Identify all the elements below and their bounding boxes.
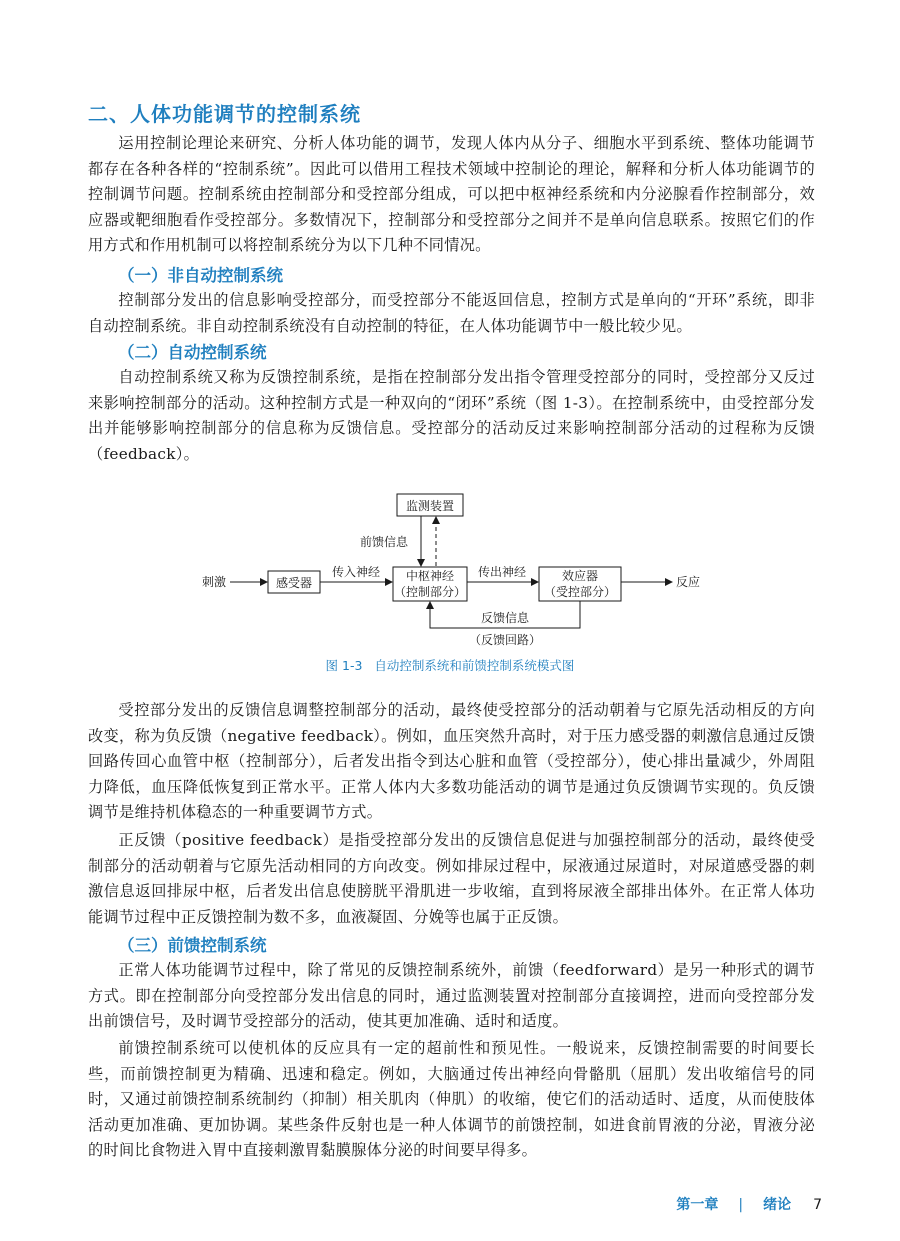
response-label: 反应 <box>676 575 701 589</box>
paragraph-non-automatic: 控制部分发出的信息影响受控部分，而受控部分不能返回信息，控制方式是单向的“开环”系统，即非自动控制系统。非自动控制系统没有自动控制的特征，在人体功能调节中一般比较少见。 <box>88 291 815 335</box>
intro-paragraph: 运用控制论理论来研究、分析人体功能的调节，发现人体内从分子、细胞水平到系统、整体功能调节都存在各种各样的“控制系统”。因此可以借用工程技术领域中控制论的理论，解释和分析人体功能调节的控制调节问题。控制系统由控制部分和受控部分组成，可以把中枢神经系统和内分泌腺看作控制部分，效应器或靶细胞看作受控部分。多数情况下，控制部分和受控部分之间并不是单向信息联系。按照它们的作用方式和作用机制可以将控制系统分为以下几种不同情况。 <box>88 134 815 254</box>
feedback-info-label: 反馈信息 <box>480 611 530 625</box>
figure-label: 图 1-3 <box>325 658 363 673</box>
control-system-diagram <box>190 488 720 653</box>
subsection-title-automatic: （二）自动控制系统 <box>118 343 267 362</box>
center-label: 中枢神经 <box>405 569 455 583</box>
page-footer <box>676 1194 822 1214</box>
feedback-loop-label: （反馈回路） <box>468 633 542 647</box>
paragraph-feedforward-2: 前馈控制系统可以使机体的反应具有一定的超前性和预见性。一般说来，反馈控制需要的时间要长些，而前馈控制更为精确、迅速和稳定。例如，大脑通过传出神经向骨骼肌（屈肌）发出收缩信号的同时，又通过前馈控制系统制约（抑制）相关肌肉（伸肌）的收缩，使它们的活动适时、适度，从而使肢体活动更加准确、更加协调。某些条件反射也是一种人体调节的前馈控制，如进食前胃液的分泌，胃液分泌的时间比食物进入胃中直接刺激胃黏膜腺体分泌的时间要早得多。 <box>88 1039 815 1159</box>
figure-caption-text: 自动控制系统和前馈控制系统模式图 <box>374 658 575 673</box>
paragraph-feedforward-1: 正常人体功能调节过程中，除了常见的反馈控制系统外，前馈（feedforward）是另一种形式的调节方式。即在控制部分向受控部分发出信息的同时，通过监测装置对控制部分直接调控，进而向受控部分发出前馈信号，及时调节受控部分的活动，使其更加准确、适时和适度。 <box>88 961 815 1030</box>
subsection-title-non-automatic: （一）非自动控制系统 <box>118 266 283 285</box>
footer-title: 绪论 <box>763 1197 792 1213</box>
effector-sublabel: （受控部分） <box>543 585 617 599</box>
paragraph-positive-feedback: 正反馈（positive feedback）是指受控部分发出的反馈信息促进与加强控制部分的活动，最终使受制部分的活动朝着与它原先活动相同的方向改变。例如排尿过程中，尿液通过尿道时，对尿道感受器的刺激信息返回排尿中枢，后者发出信息使膀胱平滑肌进一步收缩，直到将尿液全部排出体外。在正常人体功能调节过程中正反馈控制为数不多，血液凝固、分娩等也属于正反馈。 <box>88 831 815 926</box>
paragraph-automatic: 自动控制系统又称为反馈控制系统，是指在控制部分发出指令管理受控部分的同时，受控部分又反过来影响控制部分的活动。这种控制方式是一种双向的“闭环”系统（图 1-3）。在控制系统中，由受控部分发出并能够影响控制部分的信息称为反馈信息。受控部分的活动反过来影响控制部分活动的过程称为反馈（feedback）。 <box>88 368 815 463</box>
subsection-title-feedforward: （三）前馈控制系统 <box>118 936 267 955</box>
efferent-label: 传出神经 <box>477 565 527 579</box>
footer-separator: | <box>738 1197 744 1213</box>
receptor-label: 感受器 <box>275 576 313 590</box>
afferent-label: 传入神经 <box>331 565 381 579</box>
effector-label: 效应器 <box>561 569 599 583</box>
page-number: 7 <box>813 1197 822 1213</box>
footer-chapter: 第一章 <box>676 1197 719 1213</box>
feedforward-info-label: 前馈信息 <box>360 535 409 549</box>
section-title: 二、人体功能调节的控制系统 <box>88 102 361 126</box>
figure-caption <box>0 656 900 674</box>
center-sublabel: （控制部分） <box>393 585 467 599</box>
stimulus-label: 刺激 <box>202 575 227 589</box>
paragraph-negative-feedback: 受控部分发出的反馈信息调整控制部分的活动，最终使受控部分的活动朝着与它原先活动相反的方向改变，称为负反馈（negative feedback）。例如，血压突然升高时，对于压力感受器的刺激信息通过反馈回路传回心血管中枢（控制部分），后者发出指令到达心脏和血管（受控部分），使心排出量减少，外周阻力降低，血压降低恢复到正常水平。正常人体内大多数功能活动的调节是通过负反馈调节实现的。负反馈调节是维持机体稳态的一种重要调节方式。 <box>88 701 815 821</box>
monitor-label: 监测装置 <box>405 499 455 513</box>
